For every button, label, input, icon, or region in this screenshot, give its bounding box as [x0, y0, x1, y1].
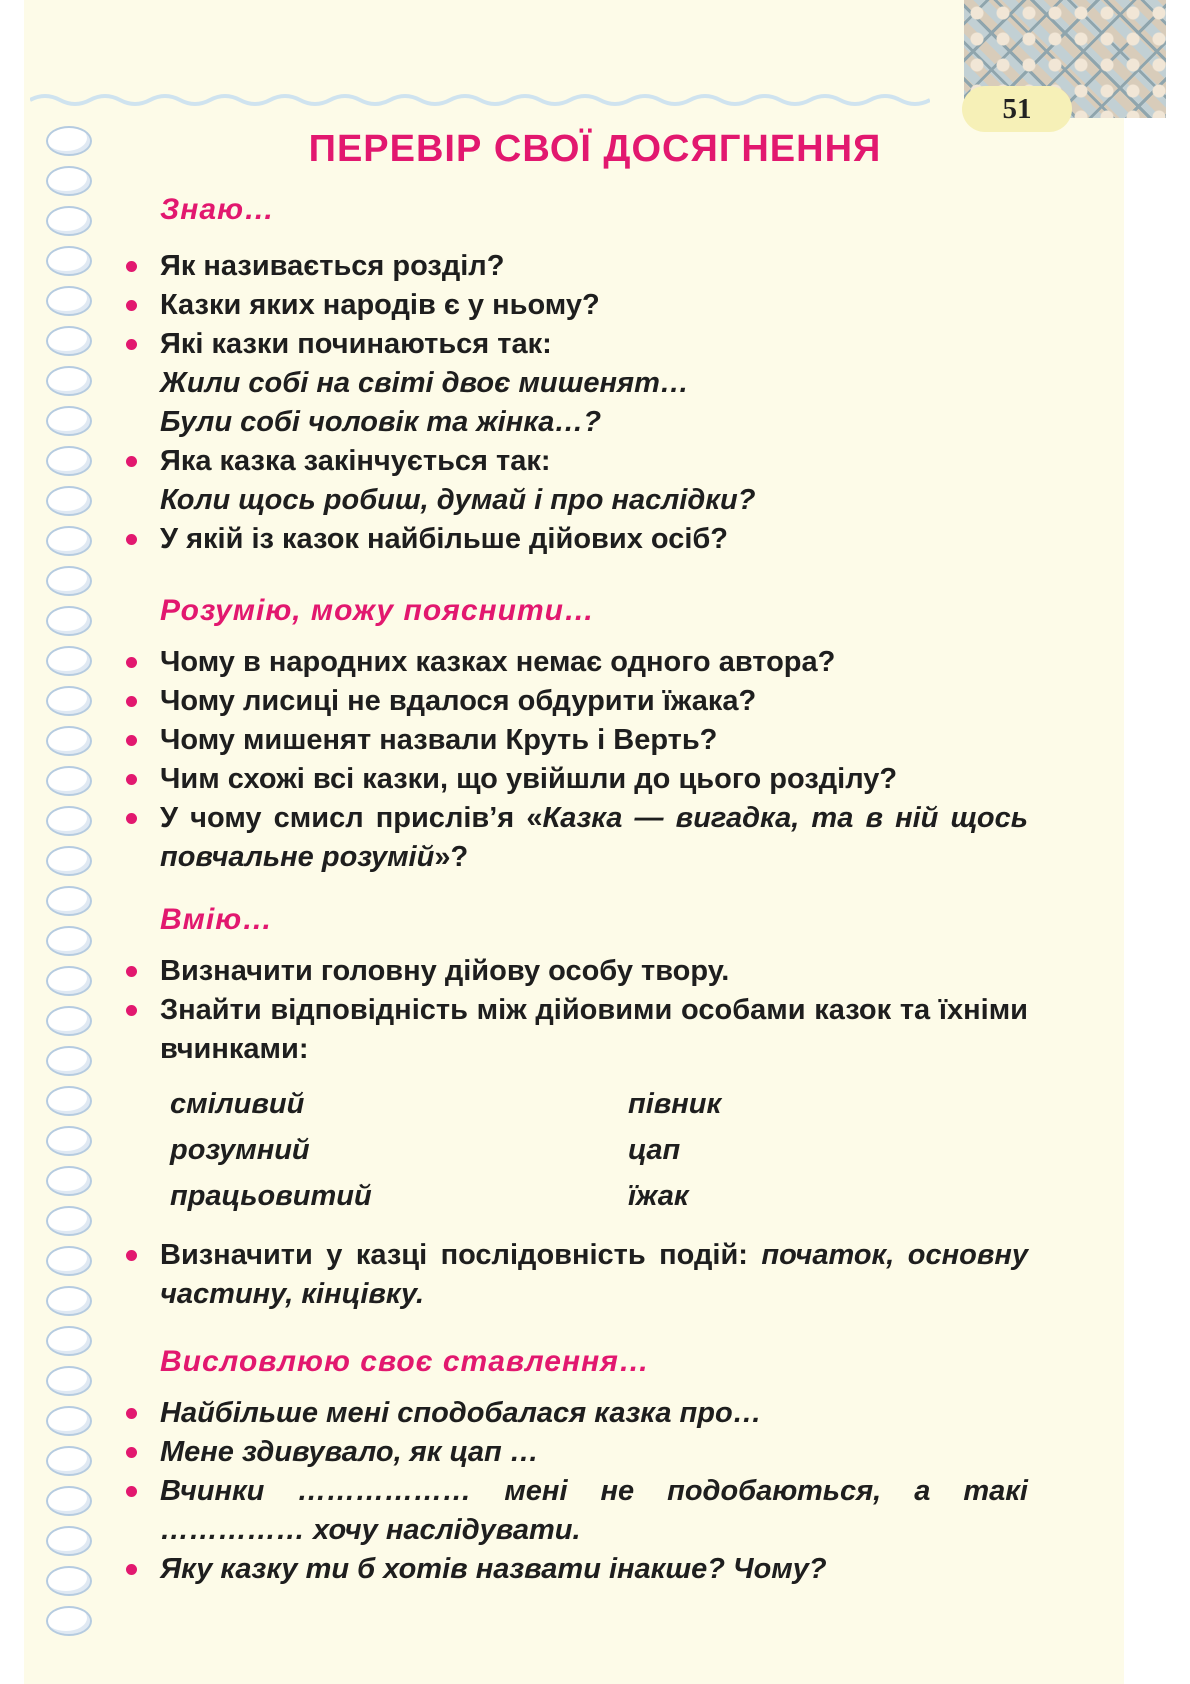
list-item: Як називається розділ?	[160, 247, 1028, 286]
bullet-icon	[126, 1564, 137, 1575]
list-item: Визначити головну дійову особу твору.	[160, 952, 1028, 991]
ring-icon	[46, 1566, 92, 1596]
bullet-icon	[126, 735, 137, 746]
list-item: У якій із казок найбільше дійових осіб?	[160, 520, 1028, 559]
ring-icon	[46, 406, 92, 436]
ring-icon	[46, 806, 92, 836]
ring-icon	[46, 286, 92, 316]
ring-icon	[46, 606, 92, 636]
ring-icon	[46, 246, 92, 276]
ring-icon	[46, 726, 92, 756]
ring-icon	[46, 566, 92, 596]
list-item: Визначити у казці послідовність подій: початок, основну частину, кінцівку.	[160, 1236, 1028, 1314]
bullet-icon	[126, 261, 137, 272]
ring-icon	[46, 1166, 92, 1196]
bullet-icon	[126, 1408, 137, 1419]
bullet-icon	[126, 534, 137, 545]
ring-icon	[46, 1126, 92, 1156]
ring-icon	[46, 1206, 92, 1236]
list-item: Вчинки ……………… мені не подобаються, а такі …………… хочу наслідувати.	[160, 1472, 1028, 1550]
ring-icon	[46, 526, 92, 556]
section-heading-can: Вмію…	[160, 903, 274, 936]
list-item: Які казки починаються так:	[160, 325, 1028, 364]
ring-icon	[46, 1006, 92, 1036]
list-item: Яку казку ти б хотів назвати інакше? Чому?	[160, 1550, 1028, 1589]
match-word-left: розумний	[170, 1134, 310, 1166]
list-item: Знайти відповідність між дійовими особами казок та їхніми вчинками:	[160, 991, 1028, 1069]
bullet-icon	[126, 966, 137, 977]
list-item: Казки яких народів є у ньому?	[160, 286, 1028, 325]
bullet-icon	[126, 657, 137, 668]
match-word-left: сміливий	[170, 1088, 305, 1120]
ring-icon	[46, 486, 92, 516]
list-item: Чому лисиці не вдалося обдурити їжака?	[160, 682, 1028, 721]
list-item: Найбільше мені сподобалася казка про…	[160, 1394, 1028, 1433]
list-item: Чому мишенят назвали Круть і Верть?	[160, 721, 1028, 760]
list-item: Чому в народних казках немає одного автора?	[160, 643, 1028, 682]
page-title: ПЕРЕВІР СВОЇ ДОСЯГНЕННЯ	[308, 128, 882, 170]
bullet-icon	[126, 456, 137, 467]
ring-icon	[46, 966, 92, 996]
ring-icon	[46, 1046, 92, 1076]
ring-icon	[46, 886, 92, 916]
wavy-line	[30, 90, 930, 110]
quote-line: Були собі чоловік та жінка…?	[160, 406, 602, 438]
match-word-right: їжак	[628, 1180, 689, 1212]
ring-icon	[46, 1486, 92, 1516]
ring-icon	[46, 446, 92, 476]
match-word-right: півник	[628, 1088, 722, 1120]
bullet-icon	[126, 339, 137, 350]
ring-icon	[46, 846, 92, 876]
ring-icon	[46, 1326, 92, 1356]
bullet-icon	[126, 696, 137, 707]
ring-icon	[46, 646, 92, 676]
bullet-icon	[126, 813, 137, 824]
ring-icon	[46, 1286, 92, 1316]
list-item: Яка казка закінчується так:	[160, 442, 1028, 481]
ring-icon	[46, 766, 92, 796]
ring-icon	[46, 1086, 92, 1116]
bullet-icon	[126, 774, 137, 785]
quote-line: Коли щось робиш, думай і про наслідки?	[160, 484, 756, 516]
list-item: Мене здивувало, як цап …	[160, 1433, 1028, 1472]
section-heading-understand: Розумію, можу пояснити…	[160, 594, 595, 627]
ring-icon	[46, 1606, 92, 1636]
bullet-icon	[126, 1447, 137, 1458]
ring-icon	[46, 1366, 92, 1396]
notebook-rings	[46, 126, 94, 1646]
ring-icon	[46, 1246, 92, 1276]
match-word-right: цап	[628, 1134, 681, 1166]
bullet-icon	[126, 300, 137, 311]
section-heading-know: Знаю…	[160, 193, 276, 226]
list-item: У чому смисл прислів’я «Казка — вигадка, та в ній щось повчальне розумій»?	[160, 799, 1028, 877]
match-word-left: працьовитий	[170, 1180, 372, 1212]
ring-icon	[46, 366, 92, 396]
ring-icon	[46, 926, 92, 956]
section-heading-attitude: Висловлюю своє ставлення…	[160, 1345, 650, 1378]
ring-icon	[46, 206, 92, 236]
bullet-icon	[126, 1250, 137, 1261]
ring-icon	[46, 326, 92, 356]
page-number: 51	[962, 86, 1072, 132]
ring-icon	[46, 1446, 92, 1476]
list-item: Чим схожі всі казки, що увійшли до цього розділу?	[160, 760, 1028, 799]
ring-icon	[46, 686, 92, 716]
ring-icon	[46, 1406, 92, 1436]
bullet-icon	[126, 1005, 137, 1016]
bullet-icon	[126, 1486, 137, 1497]
quote-line: Жили собі на світі двоє мишенят…	[160, 367, 689, 399]
ring-icon	[46, 1526, 92, 1556]
